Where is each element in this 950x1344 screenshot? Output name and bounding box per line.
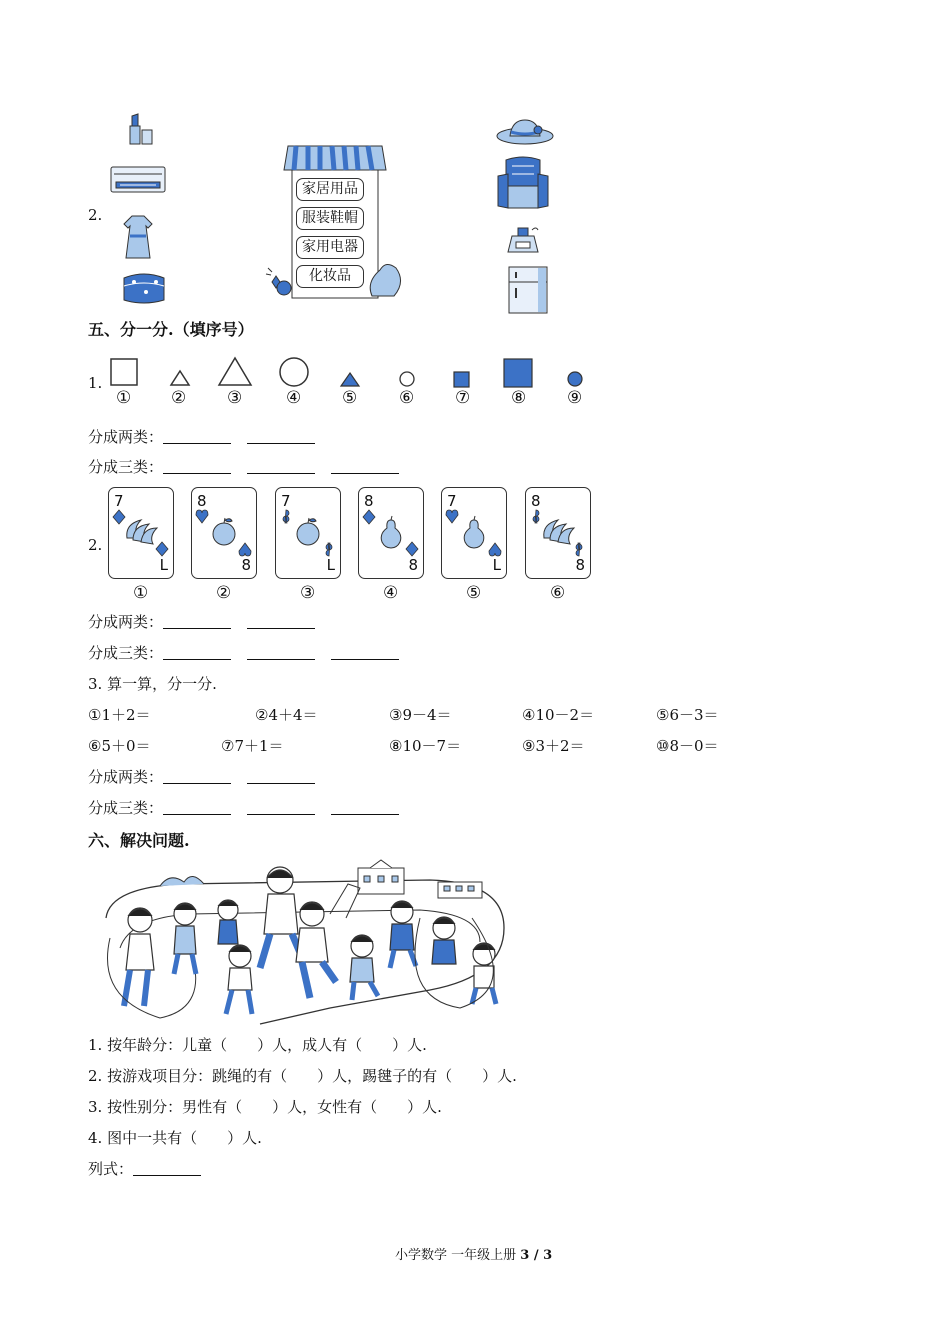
q4-item2-label: 2.: [88, 206, 103, 224]
card-number: ①: [133, 583, 149, 603]
refrigerator-icon: [508, 266, 548, 314]
q6-question-age: 1. 按年龄分：儿童（ ）人，成人有（ ）人.: [88, 1036, 427, 1054]
q5-item3-title: 3. 算一算，分一分.: [88, 675, 217, 693]
q6-question-gender: 3. 按性别分：男性有（ ）人，女性有（ ）人.: [88, 1098, 442, 1116]
page-footer: 小学数学 一年级上册 3 / 3: [395, 1248, 553, 1263]
playing-card: [358, 487, 424, 579]
card-rank-bottom: L: [326, 556, 335, 574]
card-number: ②: [216, 583, 232, 603]
square-shape-large: [110, 358, 138, 386]
answer-row-two-groups: 分成两类：: [88, 615, 315, 630]
playing-card: [108, 487, 174, 579]
answer-row-two-groups: 分成两类：: [88, 430, 315, 445]
equation: ⑨3＋2＝: [522, 737, 585, 755]
answer-blank[interactable]: [163, 770, 231, 784]
equation: ⑥5＋0＝: [88, 737, 151, 755]
banana-icon: [123, 516, 159, 550]
triangle-shape-large: [218, 357, 252, 386]
store-sign-household: 家居用品: [296, 178, 364, 201]
answer-blank[interactable]: [247, 770, 315, 784]
equation: ⑦7＋1＝: [221, 737, 284, 755]
lipstick-icon: [126, 112, 156, 146]
shape-number: ①: [116, 388, 132, 408]
shape-number: ⑥: [399, 388, 415, 408]
answer-blank[interactable]: [163, 615, 231, 629]
store-sign-clothing: 服装鞋帽: [296, 207, 364, 230]
shape-number: ⑨: [567, 388, 583, 408]
circle-shape-small-filled: [567, 371, 583, 387]
playground-illustration: [100, 858, 510, 1026]
shape-number: ⑤: [342, 388, 358, 408]
answer-row-three-groups: 分成三类：: [88, 801, 399, 816]
apple-icon: [206, 516, 242, 550]
card-number: ⑤: [466, 583, 482, 603]
answer-blank[interactable]: [163, 430, 231, 444]
answer-row-two-groups: 分成两类：: [88, 770, 315, 785]
answer-blank[interactable]: [331, 801, 399, 815]
banana-icon: [540, 516, 576, 550]
card-rank: 7: [114, 492, 124, 510]
folded-blanket-icon: [120, 270, 168, 306]
q6-title: 六、解决问题.: [88, 831, 190, 850]
playing-card: [441, 487, 507, 579]
armchair-icon: [496, 156, 550, 212]
playing-card: [191, 487, 257, 579]
store-sign-appliances: 家用电器: [296, 236, 364, 259]
answer-blank[interactable]: [247, 801, 315, 815]
shape-number: ⑧: [511, 388, 527, 408]
equation: ⑧10－7＝: [389, 737, 462, 755]
playing-card: [275, 487, 341, 579]
answer-blank[interactable]: [163, 646, 231, 660]
store-sign-cosmetics: 化妆品: [296, 265, 364, 288]
perfume-bottle-icon: [506, 224, 540, 254]
card-rank-bottom: 8: [408, 556, 418, 574]
equation: ⑩8－0＝: [656, 737, 719, 755]
circle-shape-small: [399, 371, 415, 387]
card-number: ③: [300, 583, 316, 603]
circle-shape-large: [279, 357, 309, 387]
card-rank: 7: [447, 492, 457, 510]
card-rank: 7: [281, 492, 291, 510]
equation: ③9－4＝: [389, 706, 452, 724]
equation: ②4＋4＝: [255, 706, 318, 724]
answer-blank[interactable]: [133, 1162, 201, 1176]
card-rank-bottom: 8: [575, 556, 585, 574]
dress-icon: [120, 214, 156, 260]
pear-icon: [373, 516, 409, 550]
answer-row-three-groups: 分成三类：: [88, 460, 399, 475]
equation: ⑤6－3＝: [656, 706, 719, 724]
answer-blank[interactable]: [331, 646, 399, 660]
q6-formula-row: 列式：: [88, 1162, 201, 1177]
answer-blank[interactable]: [247, 646, 315, 660]
square-shape-small-filled: [453, 371, 470, 388]
card-rank: 8: [364, 492, 374, 510]
triangle-shape-small: [170, 370, 190, 386]
air-conditioner-icon: [110, 166, 166, 194]
answer-blank[interactable]: [247, 430, 315, 444]
answer-blank[interactable]: [247, 615, 315, 629]
triangle-shape-small-filled: [340, 372, 360, 387]
playing-card: [525, 487, 591, 579]
q5-item1-label: 1.: [88, 374, 103, 392]
q5-title: 五、分一分.（填序号）: [88, 320, 254, 339]
shape-number: ②: [171, 388, 187, 408]
pear-icon: [456, 516, 492, 550]
sun-hat-icon: [496, 116, 554, 146]
card-rank: 8: [197, 492, 207, 510]
card-rank-bottom: 8: [241, 556, 251, 574]
answer-blank[interactable]: [163, 801, 231, 815]
card-number: ⑥: [550, 583, 566, 603]
shape-number: ④: [286, 388, 302, 408]
answer-blank[interactable]: [163, 460, 231, 474]
q5-item2-label: 2.: [88, 536, 103, 554]
answer-row-three-groups: 分成三类：: [88, 646, 399, 661]
q6-question-game: 2. 按游戏项目分：跳绳的有（ ）人，踢毽子的有（ ）人.: [88, 1067, 517, 1085]
answer-blank[interactable]: [247, 460, 315, 474]
card-number: ④: [383, 583, 399, 603]
shape-number: ③: [227, 388, 243, 408]
square-shape-large-filled: [503, 358, 533, 388]
q6-question-total: 4. 图中一共有（ ）人.: [88, 1129, 262, 1147]
page-number: 3 / 3: [520, 1248, 553, 1263]
equation: ①1＋2＝: [88, 706, 151, 724]
card-rank-bottom: L: [159, 556, 168, 574]
card-rank-bottom: L: [492, 556, 501, 574]
apple-icon: [290, 516, 326, 550]
shape-number: ⑦: [455, 388, 471, 408]
answer-blank[interactable]: [331, 460, 399, 474]
card-rank: 8: [531, 492, 541, 510]
equation: ④10－2＝: [522, 706, 595, 724]
